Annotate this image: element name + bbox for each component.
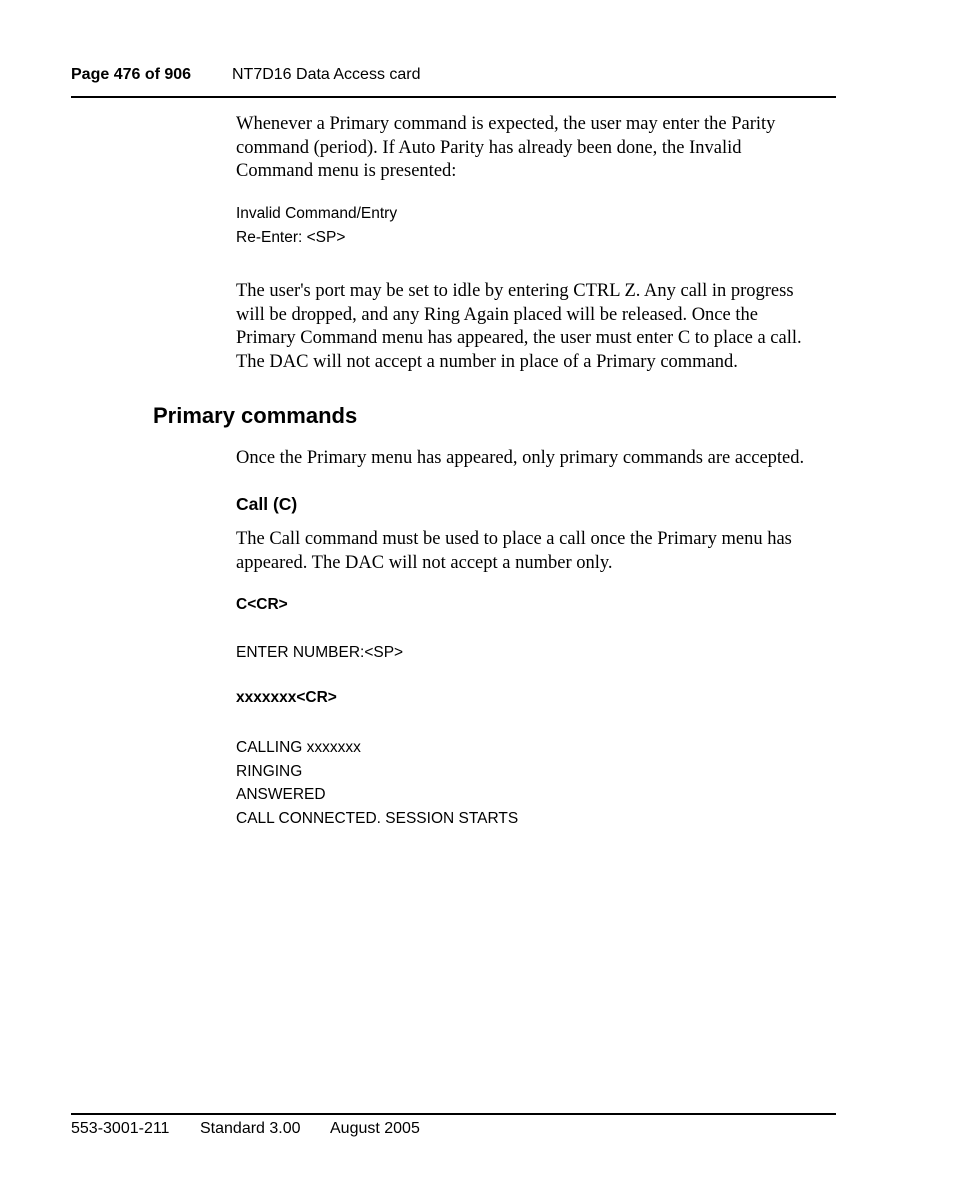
document-number: 553-3001-211 — [71, 1120, 170, 1137]
intro-paragraph — [236, 113, 841, 184]
paragraph-line: will be dropped, and any Ring Again placed will be released. Once the — [236, 304, 758, 325]
screen-line: CALLING xxxxxxx — [236, 739, 361, 756]
paragraph-line: Whenever a Primary command is expected, the user may enter the Parity — [236, 114, 776, 134]
idle-paragraph — [236, 280, 841, 374]
user-input-call: C<CR> — [236, 596, 288, 613]
publication-date: August 2005 — [330, 1120, 420, 1137]
document-title: NT7D16 Data Access card — [232, 66, 421, 83]
page-footer — [71, 1113, 836, 1137]
call-command-heading: Call (C) — [236, 494, 298, 514]
paragraph-line: appeared. The DAC will not accept a number only. — [236, 552, 613, 573]
section-intro — [236, 447, 856, 471]
call-response-screen — [236, 736, 518, 830]
screen-line: ANSWERED — [236, 786, 326, 803]
enter-number-prompt: ENTER NUMBER:<SP> — [236, 644, 404, 661]
standard-version: Standard 3.00 — [200, 1120, 301, 1137]
section-heading: Primary commands — [153, 403, 358, 428]
paragraph-line: The Call command must be used to place a call once the Primary menu has — [236, 529, 792, 549]
paragraph-line: Once the Primary menu has appeared, only primary commands are accepted. — [236, 448, 805, 468]
call-command-description — [236, 528, 841, 575]
screen-line: CALL CONNECTED. SESSION STARTS — [236, 809, 519, 827]
paragraph-line: Primary Command menu has appeared, the user must enter C to place a call. — [236, 328, 802, 348]
invalid-command-screen — [236, 202, 397, 249]
paragraph-line: The user's port may be set to idle by entering CTRL Z. Any call in progress — [236, 281, 794, 301]
paragraph-line: Command menu is presented: — [236, 161, 457, 181]
screen-line: Re-Enter: <SP> — [236, 228, 346, 246]
paragraph-line: command (period). If Auto Parity has already been done, the Invalid — [236, 137, 742, 158]
screen-line: RINGING — [236, 762, 303, 780]
paragraph-line: The DAC will not accept a number in place of a Primary command. — [236, 351, 738, 372]
page-header — [71, 66, 836, 98]
user-input-number: xxxxxxx<CR> — [236, 689, 337, 706]
page-number: Page 476 of 906 — [71, 66, 192, 83]
screen-line: Invalid Command/Entry — [236, 205, 398, 222]
